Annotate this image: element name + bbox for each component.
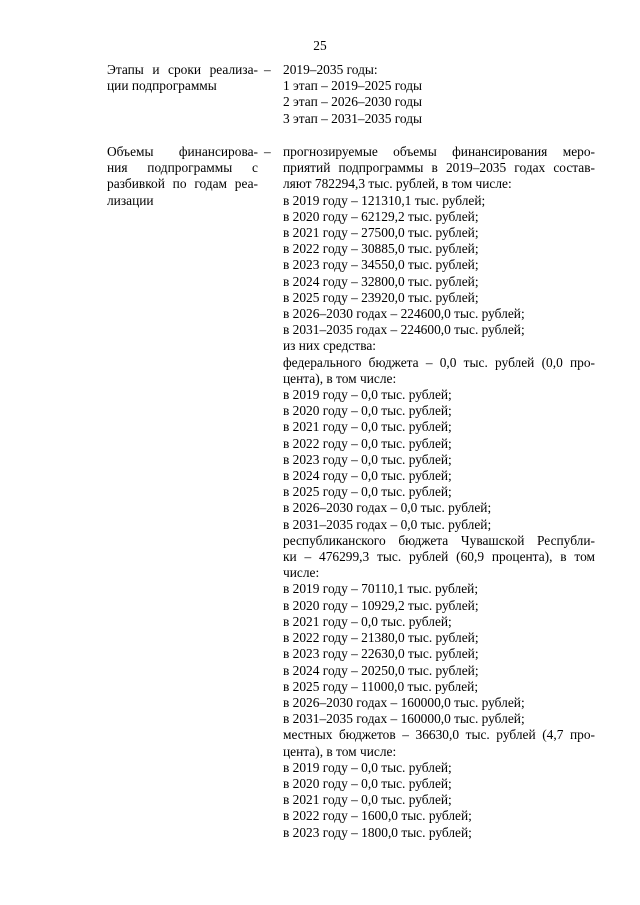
funding-line: республиканского бюджета Чувашской Республи- <box>283 532 595 548</box>
funding-line: в 2021 году – 0,0 тыс. рублей; <box>283 613 452 629</box>
stages-label <box>107 62 258 94</box>
stages-line: 2 этап – 2026–2030 годы <box>283 94 423 110</box>
funding-line: в 2022 году – 30885,0 тыс. рублей; <box>283 241 479 257</box>
funding-line: в 2019 году – 70110,1 тыс. рублей; <box>283 581 479 597</box>
funding-line: в 2020 году – 0,0 тыс. рублей; <box>283 775 452 791</box>
funding-line: в 2019 году – 0,0 тыс. рублей; <box>283 387 452 403</box>
funding-line: местных бюджетов – 36630,0 тыс. рублей (4,7 про- <box>283 727 595 743</box>
funding-dash: – <box>264 144 271 159</box>
funding-line: в 2024 году – 0,0 тыс. рублей; <box>283 468 452 484</box>
funding-line: в 2021 году – 0,0 тыс. рублей; <box>283 792 452 808</box>
funding-line: в 2023 году – 34550,0 тыс. рублей; <box>283 257 479 273</box>
stages-content <box>283 62 595 127</box>
funding-line: в 2025 году – 0,0 тыс. рублей; <box>283 484 452 500</box>
funding-line: в 2021 году – 27500,0 тыс. рублей; <box>283 225 479 241</box>
funding-line: в 2026–2030 годах – 160000,0 тыс. рублей; <box>283 694 525 710</box>
stages-line: 1 этап – 2019–2025 годы <box>283 78 423 94</box>
funding-line: в 2031–2035 годах – 224600,0 тыс. рублей; <box>283 322 525 338</box>
funding-line: в 2019 году – 0,0 тыс. рублей; <box>283 759 452 775</box>
funding-line: в 2020 году – 62129,2 тыс. рублей; <box>283 208 479 224</box>
funding-line: в 2023 году – 1800,0 тыс. рублей; <box>283 824 472 840</box>
stages-label-line: Этапы и сроки реализа- <box>107 62 258 77</box>
funding-line: в 2025 году – 23920,0 тыс. рублей; <box>283 289 479 305</box>
funding-line: в 2022 году – 1600,0 тыс. рублей; <box>283 808 472 824</box>
funding-line: в 2022 году – 0,0 тыс. рублей; <box>283 435 452 451</box>
funding-line: в 2026–2030 годах – 224600,0 тыс. рублей; <box>283 306 525 322</box>
stages-dash: – <box>264 62 271 77</box>
funding-line: из них средства: <box>283 338 377 354</box>
stages-line: 2019–2035 годы: <box>283 62 378 77</box>
stages-label-line: ции подпрограммы <box>107 78 217 94</box>
funding-line: федерального бюджета – 0,0 тыс. рублей (0,0 про- <box>283 354 595 370</box>
funding-label <box>107 144 258 209</box>
funding-line: в 2026–2030 годах – 0,0 тыс. рублей; <box>283 500 492 516</box>
funding-label-line: разбивкой по годам реа- <box>107 176 258 192</box>
funding-line: в 2023 году – 22630,0 тыс. рублей; <box>283 646 479 662</box>
funding-line: цента), в том числе: <box>283 370 397 386</box>
funding-line: в 2022 году – 21380,0 тыс. рублей; <box>283 630 479 646</box>
page-number: 25 <box>313 38 327 53</box>
funding-line: в 2021 году – 0,0 тыс. рублей; <box>283 419 452 435</box>
funding-line: в 2025 году – 11000,0 тыс. рублей; <box>283 678 479 694</box>
funding-line: в 2024 году – 20250,0 тыс. рублей; <box>283 662 479 678</box>
funding-label-line: ния подпрограммы с <box>107 160 258 176</box>
funding-label-line: лизации <box>107 192 154 208</box>
funding-line: в 2024 году – 32800,0 тыс. рублей; <box>283 273 479 289</box>
funding-line: ки – 476299,3 тыс. рублей (60,9 процента), в том <box>283 549 595 565</box>
funding-label-line: Объемы финансирова- <box>107 144 258 159</box>
funding-line: в 2020 году – 10929,2 тыс. рублей; <box>283 597 479 613</box>
funding-line: цента), в том числе: <box>283 743 397 759</box>
funding-content <box>283 144 595 841</box>
funding-line: в 2020 году – 0,0 тыс. рублей; <box>283 403 452 419</box>
funding-line: в 2031–2035 годах – 160000,0 тыс. рублей; <box>283 711 525 727</box>
funding-line: в 2023 году – 0,0 тыс. рублей; <box>283 451 452 467</box>
stages-line: 3 этап – 2031–2035 годы <box>283 110 423 126</box>
funding-line: в 2019 году – 121310,1 тыс. рублей; <box>283 192 486 208</box>
funding-line: в 2031–2035 годах – 0,0 тыс. рублей; <box>283 516 492 532</box>
funding-line: числе: <box>283 565 320 581</box>
funding-line: приятий подпрограммы в 2019–2035 годах состав- <box>283 160 595 176</box>
funding-line: ляют 782294,3 тыс. рублей, в том числе: <box>283 176 512 192</box>
funding-line: прогнозируемые объемы финансирования меро- <box>283 144 595 159</box>
